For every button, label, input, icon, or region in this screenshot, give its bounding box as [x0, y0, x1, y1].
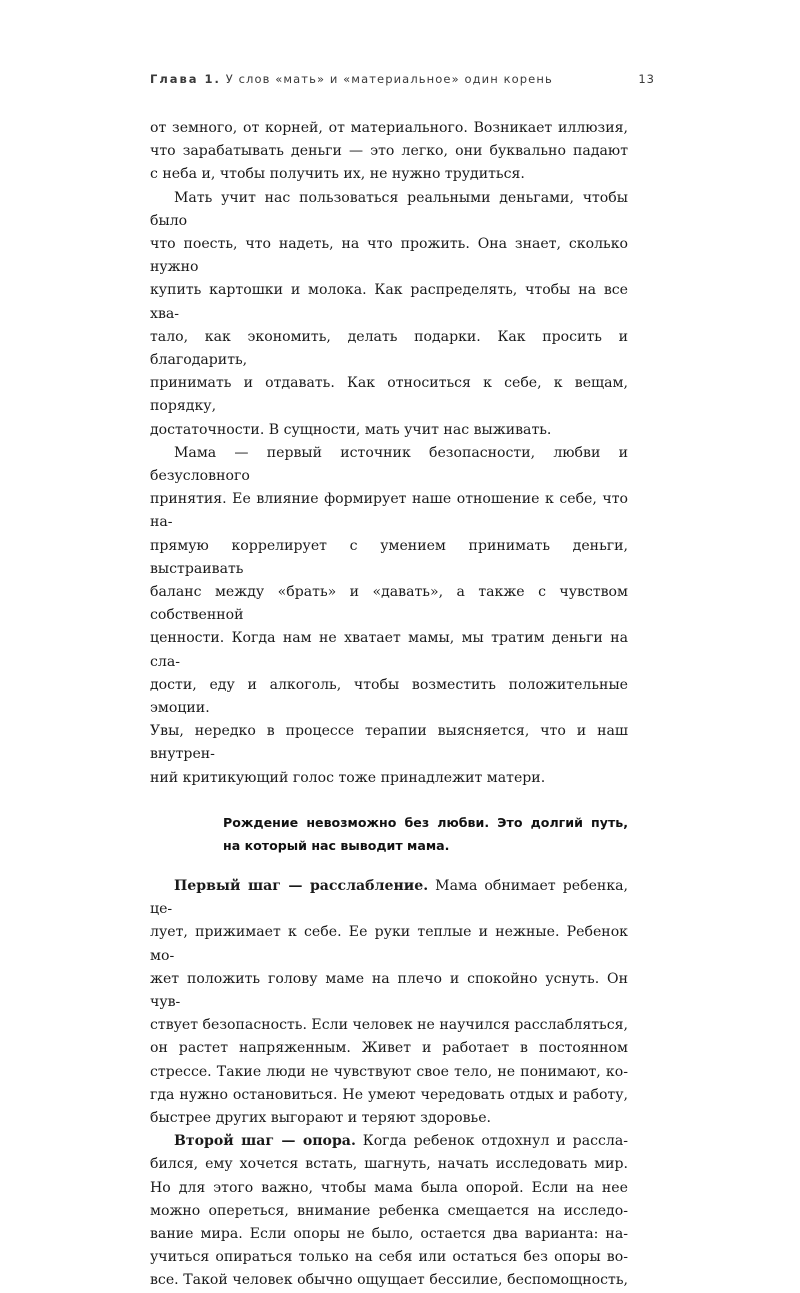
- text-line: все. Такой человек обычно ощущает бессилие, беспомощность,: [150, 1272, 628, 1289]
- step-paragraph-relaxation: [150, 875, 628, 1130]
- text-line: ний критикующий голос тоже принадлежит матери.: [150, 769, 546, 786]
- running-head: [150, 72, 655, 92]
- chapter-title: У слов «мать» и «материальное» один корень: [225, 72, 553, 86]
- step-heading: Первый шаг — расслабление.: [174, 877, 429, 894]
- paragraph: [150, 187, 628, 442]
- text-line: Но для этого важно, чтобы мама была опорой. Если на нее: [150, 1179, 628, 1196]
- text-line: лует, прижимает к себе. Ее руки теплые и нежные. Ребенок мо-: [150, 924, 628, 964]
- text-line: ствует безопасность. Если человек не научился расслабляться,: [150, 1017, 628, 1034]
- paragraph: [150, 442, 628, 790]
- step-first-line-text: Мама обнимает ребенка, це-: [150, 877, 629, 918]
- step-heading: Второй шаг — опора.: [174, 1133, 356, 1150]
- text-line: что поесть, что надеть, на что прожить. Она знает, сколько нужно: [150, 236, 628, 276]
- text-line: можно опереться, внимание ребенка смещается на исследо-: [150, 1202, 628, 1219]
- text-line: достаточности. В сущности, мать учит нас выживать.: [150, 421, 552, 438]
- text-line: принятия. Ее влияние формирует наше отношение к себе, что на-: [150, 491, 628, 531]
- text-line: быстрее других выгорают и теряют здоровье.: [150, 1109, 492, 1126]
- step-first-line-text: Когда ребенок отдохнул и рассла-: [355, 1133, 629, 1150]
- chapter-label: Глава 1.: [150, 72, 221, 86]
- text-line: что зарабатывать деньги — это легко, они буквально падают: [150, 143, 628, 160]
- text-line: тало, как экономить, делать подарки. Как просить и благодарить,: [150, 328, 628, 369]
- text-line: принимать и отдавать. Как относиться к себе, к вещам, порядку,: [150, 375, 628, 415]
- text-line: стрессе. Такие люди не чувствуют свое тело, не понимают, ко-: [150, 1063, 628, 1080]
- pull-quote: [223, 811, 628, 858]
- text-line: [150, 875, 628, 921]
- pull-quote-line: Рождение невозможно без любви. Это долгий путь,: [223, 814, 628, 830]
- text-line: жет положить голову маме на плечо и спокойно уснуть. Он чув-: [150, 970, 628, 1010]
- text-line: Увы, нередко в процессе терапии выясняется, что и наш внутрен-: [150, 723, 628, 763]
- text-line: с неба и, чтобы получить их, не нужно трудиться.: [150, 166, 525, 183]
- text-line: прямую коррелирует с умением принимать деньги, выстраивать: [150, 537, 628, 577]
- text-line: он растет напряженным. Живет и работает в постоянном: [150, 1040, 628, 1057]
- text-line: [150, 1130, 628, 1153]
- pull-quote-line: на который нас выводит мама.: [223, 838, 450, 854]
- page-number: 13: [638, 72, 655, 86]
- text-line: дости, еду и алкоголь, чтобы возместить положительные эмоции.: [150, 676, 628, 717]
- text-line: бился, ему хочется встать, шагнуть, начать исследовать мир.: [150, 1156, 628, 1173]
- text-line: баланс между «брать» и «давать», а также с чувством собственной: [150, 584, 628, 624]
- text-line: от земного, от корней, от материального. Возникает иллюзия,: [150, 120, 628, 136]
- text-line: ценности. Когда нам не хватает мамы, мы тратим деньги на сла-: [150, 630, 628, 670]
- text-line: купить картошки и молока. Как распределять, чтобы на все хва-: [150, 282, 628, 322]
- paragraph-continuation: [150, 117, 628, 187]
- text-line: Мама — первый источник безопасности, любви и безусловного: [150, 444, 628, 485]
- text-line: Мать учит нас пользоваться реальными деньгами, чтобы было: [150, 189, 628, 229]
- text-line: вание мира. Если опоры не было, остается два варианта: на-: [150, 1225, 628, 1242]
- step-paragraph-support: [150, 1130, 628, 1292]
- body-text: [150, 117, 628, 1293]
- text-line: учиться опираться только на себя или остаться без опоры во-: [150, 1249, 628, 1266]
- text-line: гда нужно остановиться. Не умеют чередовать отдых и работу,: [150, 1086, 628, 1103]
